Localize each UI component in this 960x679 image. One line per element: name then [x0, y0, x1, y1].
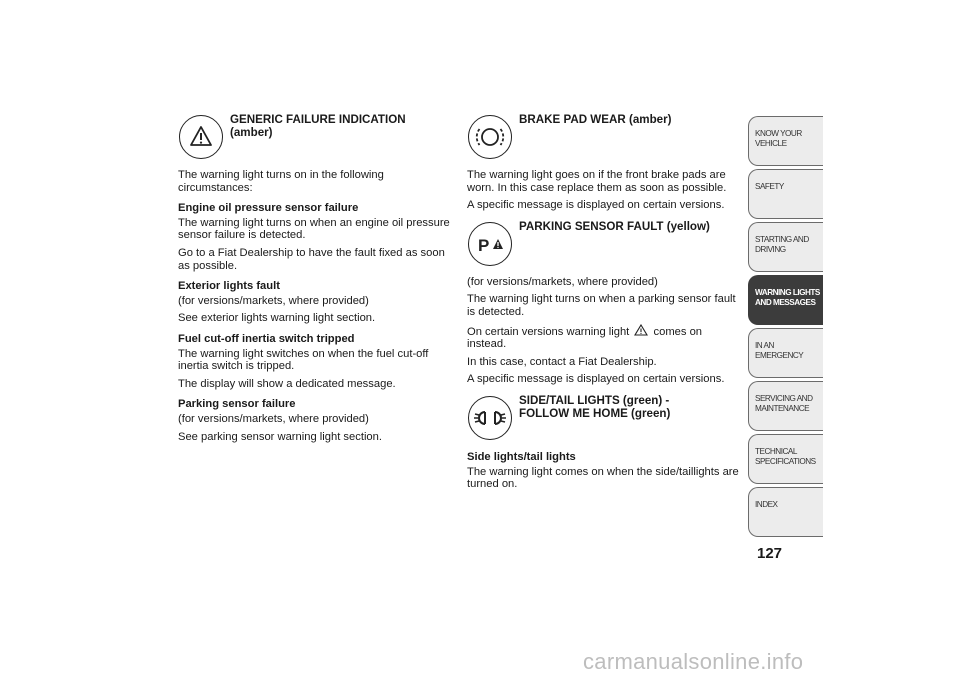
brake-pad-heading-block	[467, 114, 739, 162]
left-column	[178, 114, 450, 448]
paragraph: A specific message is displayed on certain versions.	[467, 199, 725, 212]
side-lights-heading-block	[467, 395, 739, 443]
intro-text: The warning light turns on in the following circumstances:	[178, 169, 384, 194]
paragraph: A specific message is displayed on certain versions.	[467, 373, 725, 386]
chapter-tabs	[748, 116, 823, 540]
paragraph: The warning light comes on when the side/taillights are turned on.	[467, 465, 739, 491]
parking-icon-letter: P	[478, 235, 490, 255]
right-column	[467, 114, 739, 496]
section-title: Engine oil pressure sensor failure	[178, 202, 359, 215]
paragraph: In this case, contact a Fiat Dealership.	[467, 355, 657, 368]
side-lights-icon	[467, 395, 513, 441]
tab-starting-and-driving[interactable]: STARTING AND DRIVING	[748, 222, 823, 272]
paragraph: (for versions/markets, where provided)	[467, 275, 658, 288]
paragraph: The display will show a dedicated message.	[178, 377, 396, 390]
tab-technical-specifications[interactable]: TECHNICAL SPECIFICATIONS	[748, 434, 823, 484]
generic-failure-title: GENERIC FAILURE INDICATION (amber)	[230, 113, 406, 139]
paragraph: See exterior lights warning light section.	[178, 312, 376, 325]
section-title: Side lights/tail lights	[467, 450, 576, 463]
paragraph: (for versions/markets, where provided)	[178, 294, 369, 307]
paragraph: See parking sensor warning light section.	[178, 430, 382, 443]
brake-pad-title: BRAKE PAD WEAR (amber)	[519, 113, 672, 126]
section-title: Fuel cut-off inertia switch tripped	[178, 332, 355, 345]
parking-sensor-heading-block	[467, 221, 739, 269]
tab-warning-lights-and-messages[interactable]: WARNING LIGHTS AND MESSAGES	[748, 275, 823, 325]
tab-safety[interactable]: SAFETY	[748, 169, 823, 219]
generic-failure-heading-block	[178, 114, 450, 162]
paragraph-with-inline-icon: On certain versions warning light comes on instead.	[467, 325, 703, 351]
paragraph: The warning light switches on when the fuel cut-off inertia switch is tripped.	[178, 347, 429, 373]
section-title: Exterior lights fault	[178, 280, 280, 293]
paragraph: Go to a Fiat Dealership to have the fault fixed as soon as possible.	[178, 246, 445, 272]
parking-sensor-icon	[467, 221, 513, 267]
warning-triangle-icon	[178, 114, 224, 160]
paragraph: The warning light turns on when a parking sensor fault is detected.	[467, 293, 736, 318]
watermark: carmanualsonline.info	[583, 649, 804, 674]
tab-index[interactable]: INDEX	[748, 487, 823, 537]
tab-servicing-and-maintenance[interactable]: SERVICING AND MAINTENANCE	[748, 381, 823, 431]
section-title: Parking sensor failure	[178, 398, 296, 411]
paragraph: The warning light goes on if the front brake pads are worn. In this case replace them as soon as possible.	[467, 169, 727, 194]
parking-sensor-title: PARKING SENSOR FAULT (yellow)	[519, 219, 710, 233]
paragraph: The warning light turns on when an engine oil pressure sensor failure is detected.	[178, 216, 450, 242]
brake-pad-wear-icon	[467, 114, 513, 160]
page-number: 127	[757, 545, 783, 562]
warning-triangle-inline-icon	[634, 324, 648, 336]
paragraph: (for versions/markets, where provided)	[178, 412, 369, 425]
side-lights-title: SIDE/TAIL LIGHTS (green) - FOLLOW ME HOME (green)	[519, 393, 671, 420]
tab-in-an-emergency[interactable]: IN AN EMERGENCY	[748, 328, 823, 378]
tab-know-your-vehicle[interactable]: KNOW YOUR VEHICLE	[748, 116, 823, 166]
